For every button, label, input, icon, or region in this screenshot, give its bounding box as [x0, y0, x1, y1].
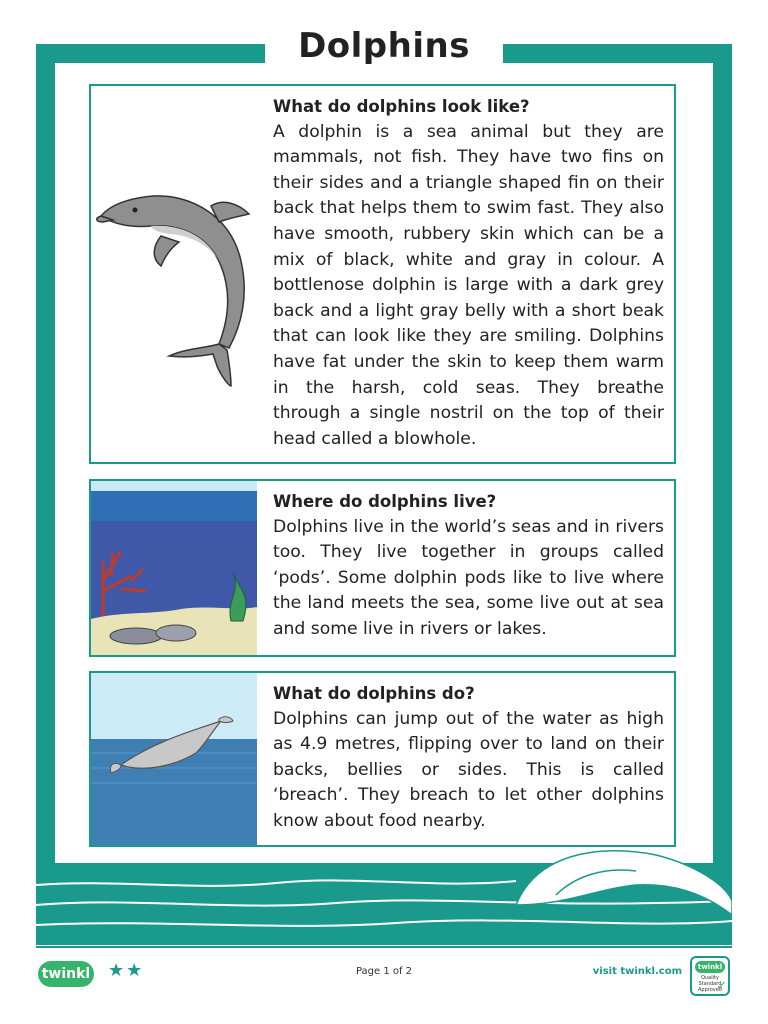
section-body: Dolphins live in the world’s seas and in rivers too. They live together in groups called ‘pods’. Some dolphin pods like to live where the land meets the sea, some live out at sea and some live in rivers or lakes.	[273, 516, 664, 639]
footer	[0, 952, 768, 1002]
section-body: Dolphins can jump out of the water as high as 4.9 metres, flipping over to land on their backs, bellies or sides. This is called ‘breach’. They breach to let other dolphins know about food nearby.	[273, 708, 664, 831]
section-text	[273, 681, 664, 835]
section-heading: Where do dolphins live?	[273, 492, 497, 511]
section-body: A dolphin is a sea animal but they are mammals, not fish. They have two fins on their sides and a triangle shaped fin on their back that helps them to swim fast. They also have smooth, rubbery skin which can be a mix of black, white and gray in colour. A bottlenose dolphin is large with a dark grey back and a light gray belly with a short beak that can look like they are smiling. Dolphins have fat under the skin to keep them warm in the harsh, cold seas. They breathe through a single nostril on the top of their head called a blowhole.	[273, 121, 664, 449]
twinkl-logo: twinkl	[38, 961, 94, 987]
page-title: Dolphins	[298, 26, 470, 66]
stars-icon: ★★	[108, 960, 145, 981]
section-heading: What do dolphins look like?	[273, 97, 530, 116]
quality-badge	[690, 956, 730, 996]
dolphin-illustration	[91, 86, 271, 462]
footer-rule	[36, 946, 732, 948]
check-icon: ✓	[716, 979, 727, 994]
waves-illustration	[36, 845, 732, 945]
breaching-dolphin-illustration	[91, 673, 257, 845]
sea-floor-illustration	[91, 481, 257, 655]
section-text	[273, 489, 664, 643]
section-heading: What do dolphins do?	[273, 684, 475, 703]
badge-logo: twinkl	[695, 961, 725, 973]
section-habitat	[89, 479, 676, 657]
section-appearance	[89, 84, 676, 464]
section-behaviour	[89, 671, 676, 847]
badge-text: Quality Standard Approved	[698, 975, 722, 993]
page-number: Page 1 of 2	[355, 966, 413, 977]
visit-link[interactable]: visit twinkl.com	[592, 966, 682, 977]
section-text	[273, 94, 664, 452]
